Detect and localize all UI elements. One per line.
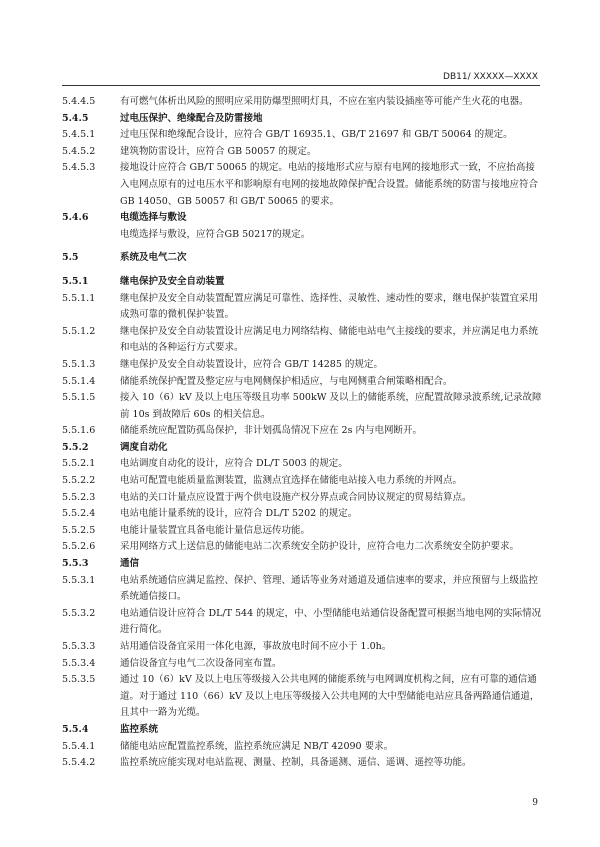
clause-text: 电站调度自动化的设计，应符合 DL/T 5003 的规定。 [120,458,348,470]
clause-number: 5.5.3.3 [62,641,96,652]
clause-number: 5.5.1.4 [62,375,96,387]
clause-number: 5.5.3.5 [62,674,96,686]
section-heading [62,274,542,291]
clause-text: 电站可配置电能质量监测装置，监测点宜选择在储能电站接入电力系统的并网点。 [120,475,463,487]
clause [62,506,542,523]
clause [62,94,542,111]
clause [62,755,542,772]
clause [62,227,542,244]
clause [62,456,542,473]
clause-number: 5.5.2.5 [62,524,96,536]
section-heading [62,210,542,227]
clause [62,473,542,490]
clause-text: 储能电站应配置监控系统，监控系统应满足 NB/T 42090 要求。 [120,740,394,752]
clause [62,606,542,639]
clause-text: 电站通信设计应符合 DL/T 544 的规定，中、小型储能电站通信设备配置可根据当地电网的实际情况进行简化。 [120,607,542,636]
clause-text: 电缆选择与敷设，应符合GB 50217的规定。 [120,228,311,240]
clause-number: 5.5.3.2 [62,607,96,619]
heading-text: 通信 [120,558,140,570]
clause [62,160,542,210]
clause [62,144,542,161]
clause-number: 5.4.5.3 [62,162,96,174]
clause-text: 过电压保和绝缘配合设计，应符合 GB/T 16935.1、GB/T 21697 和 GB/T 50064 的规定。 [120,129,513,141]
clause-number: 5.4.5.2 [62,145,96,157]
section-heading [62,556,542,573]
clause-text: 通过 10（6）kV 及以上电压等级接入公共电网的储能系统与电网调度机构之间，应有可靠的通信通道。对于通过 110（66）kV 及以上电压等级接入公共电网的大中型储能电站应具备两路通信通道，且其中一路为光缆。 [120,674,540,719]
clause [62,324,542,357]
clause-number: 5.5.3.1 [62,574,96,586]
clause-number: 5.4.5 [62,112,89,124]
heading-text: 系统及电气二次 [120,252,187,264]
clause-number: 5.5.3.4 [62,657,96,669]
clause-number: 5.5.4.2 [62,757,96,769]
clause-text: 电站电能计量系统的设计，应符合 DL/T 5202 的规定。 [120,508,358,520]
clause-number: 5.5.2.3 [62,491,96,503]
clause-number: 5.5.3 [62,558,89,570]
page-number: 9 [532,798,538,808]
heading-text: 调度自动化 [120,441,168,453]
clause-text: 继电保护及安全自动装置设计应满足电力网络结构、储能电站电气主接线的要求，并应满足电力系统和电站的各种运行方式要求。 [120,325,539,354]
clause-number: 5.5.2.1 [62,458,96,470]
clause-text: 通信设备宜与电气二次设备同室布置。 [120,657,282,669]
document-body [62,94,542,772]
clause-text: 建筑物防雷设计，应符合 GB 50057 的规定。 [120,145,317,157]
section-gap [62,243,542,250]
clause-number: 5.5.2 [62,441,89,453]
header-divider [62,85,540,86]
clause [62,423,542,440]
clause-number: 5.5.1 [62,275,89,287]
clause-number: 5.5.1.3 [62,358,96,370]
clause-number: 5.4.6 [62,212,89,224]
clause-text: 继电保护及安全自动装置设计，应符合 GB/T 14285 的规定。 [120,358,383,370]
clause [62,539,542,556]
clause [62,523,542,540]
clause [62,390,542,423]
clause-number: 5.5.1.1 [62,292,96,304]
clause-number: 5.4.5.1 [62,129,96,141]
clause-number: 5.5.1.6 [62,425,96,437]
document-code: DB11/ XXXXX—XXXX [443,72,538,82]
clause-number: 5.5.1.5 [62,392,96,404]
clause-text: 储能系统应配置防孤岛保护，非计划孤岛情况下应在 2s 内与电网断开。 [120,425,422,437]
clause-number: 5.5 [62,252,79,264]
clause-text: 接地设计应符合 GB/T 50065 的规定。电站的接地形式应与原有电网的接地形式一致，不应抬高接入电网点原有的过电压水平和影响原有电网的接地故障保护配合设置。储能系统的防雷与接地应符合 GB 14050、GB 50057 和 GB/T 50065 的要求。 [120,162,539,207]
heading-text: 继电保护及安全自动装置 [120,275,225,287]
clause-text: 监控系统应能实现对电站监视、测量、控制，具备遥测、遥信、遥调、遥控等功能。 [120,757,472,769]
heading-text: 过电压保护、绝缘配合及防雷接地 [120,112,263,124]
clause [62,639,542,656]
clause [62,672,542,722]
section-heading [62,440,542,457]
clause [62,357,542,374]
section-heading [62,722,542,739]
clause-text: 电站的关口计量点应设置于两个供电设施产权分界点或合同协议规定的贸易结算点。 [120,491,472,503]
clause-text: 采用网络方式上送信息的储能电站二次系统安全防护设计，应符合电力二次系统安全防护要求。 [120,541,520,553]
clause-text: 站用通信设备宜采用一体化电源，事故放电时间不应小于 1.0h。 [120,641,392,652]
clause-number: 5.5.2.4 [62,508,96,520]
clause-text: 接入 10（6）kV 及以上电压等级且功率 500kW 及以上的储能系统，应配置故障录波系统,记录故障前 10s 到故障后 60s 的相关信息。 [120,392,542,420]
section-heading [62,250,542,267]
clause [62,573,542,606]
clause-text: 电站系统通信应满足监控、保护、管理、通话等业务对通道及通信速率的要求，并应预留与上级监控系统通信接口。 [120,574,539,603]
clause-number: 5.5.4.1 [62,740,96,752]
clause [62,291,542,324]
clause-number: 5.5.1.2 [62,325,96,337]
section-heading [62,111,542,128]
clause [62,656,542,673]
clause-number: 5.4.4.5 [62,96,96,107]
heading-text: 监控系统 [120,723,159,735]
section-gap [62,267,542,274]
clause-number: 5.5.4 [62,723,89,735]
clause [62,127,542,144]
clause [62,374,542,391]
clause [62,739,542,756]
clause-text: 有可燃气体析出风险的照明应采用防爆型照明灯具，不应在室内装设插座等可能产生火花的电器。 [120,96,529,107]
clause-text: 储能系统保护配置及整定应与电网侧保护相适应，与电网侧重合闸策略相配合。 [120,375,453,387]
clause [62,490,542,507]
clause-number: 5.5.2.6 [62,541,96,553]
clause-number: 5.5.2.2 [62,475,96,487]
heading-text: 电缆选择与敷设 [120,212,187,224]
clause-text: 电能计量装置宜具备电能计量信息远传功能。 [120,524,311,536]
clause-text: 继电保护及安全自动装置配置应满足可靠性、选择性、灵敏性、速动性的要求，继电保护装置宜采用成熟可靠的微机保护装置。 [120,292,539,321]
